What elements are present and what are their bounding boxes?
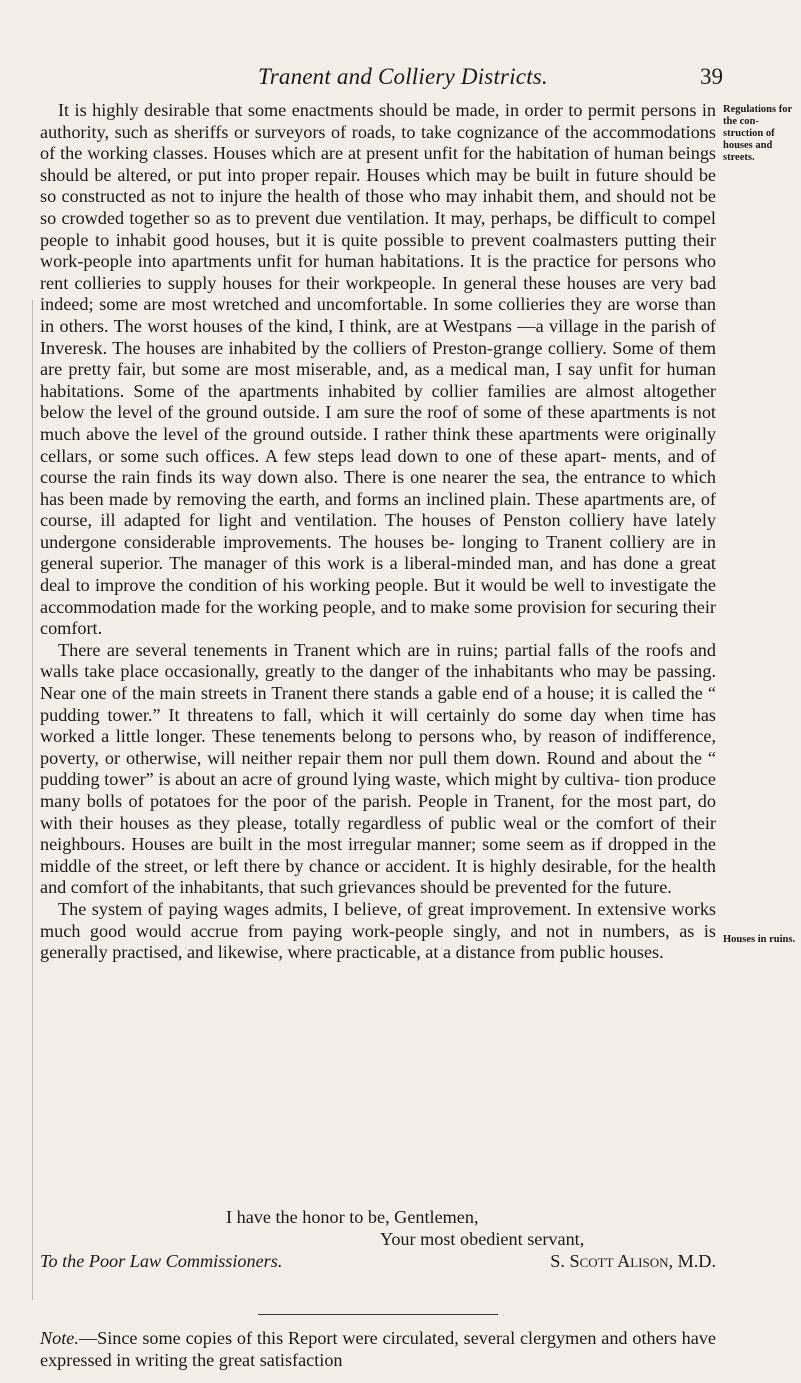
note-text: —Since some copies of this Report were circulated, several clergymen and others have expressed in writing the great satisfaction	[40, 1328, 716, 1370]
closing-servant-line: Your most obedient servant,	[380, 1229, 585, 1249]
paragraph-wages: The system of paying wages admits, I believe, of great improvement. In extensive works much good would accrue from paying work-people singly, and not in numbers, as is generally practised, and likewise, where practicable, at a distance from public houses.	[40, 898, 716, 963]
running-title: Tranent and Colliery Districts.	[258, 64, 548, 89]
paragraph-ruins: There are several tenements in Tranent which are in ruins; partial falls of the roofs and walls take place occasionally, greatly to the danger of the inhabitants who may be passing. Near one of the main streets in Tranent there stands a gable end of a house; it is called the “ pudding tower.” It threatens to fall, which it will certainly do some day when time has worked a little longer. These tenements belong to persons who, by reason of indifference, poverty, or otherwise, will neither repair them nor pull them down. Round and about the “ pudding tower” is about an acre of ground lying waste, which might by cultiva- tion produce many bolls of potatoes for the poor of the parish. People in Tranent, for the most part, do with their houses as they please, totally regardless of public weal or the comfort of their neighbours. Houses are built in the most irregular manner; some seem as if dropped in the middle of the street, or left there by chance or accident. It is highly desirable, for the health and comfort of the inhabitants, that such grievances should be prevented for the future.	[40, 639, 716, 898]
signature: S. Scott Alison, M.D.	[550, 1251, 716, 1271]
note-label: Note.	[40, 1328, 79, 1348]
closing-salutation: I have the honor to be, Gentlemen,	[226, 1207, 479, 1227]
running-head	[0, 64, 801, 94]
addressee: To the Poor Law Commissioners.	[40, 1251, 283, 1271]
sidenote-regulations: Regulations for the con-struction of houses and streets.	[723, 104, 792, 163]
paragraph-regulations: It is highly desirable that some enactments should be made, in order to permit persons in authority, such as sheriffs or surveyors of roads, to take cognizance of the accommodations of the working classes. Houses which are at present unfit for the habitation of human beings should be altered, or put into proper repair. Houses which may be built in future should be so constructed as not to injure the health of those who may inhabit them, and should not be so crowded together so as to prevent due ventilation. It may, perhaps, be difficult to compel people to inhabit good houses, but it is quite possible to prevent coalmasters putting their work-people into apartments unfit for human habitations. It is the practice for persons who rent collieries to supply houses for their workpeople. In general these houses are very bad indeed; some are most wretched and uncomfortable. In some collieries they are worse than in others. The worst houses of the kind, I think, are at Westpans —a village in the parish of Inveresk. The houses are inhabited by the colliers of Preston-grange colliery. Some of them are pretty fair, but some are most miserable, and, as a medical man, I say unfit for human habitations. Some of the apartments inhabited by collier families are almost altogether below the level of the ground outside. I am sure the roof of some of these apartments is not much above the level of the ground outside. I rather think these apartments were originally cellars, or some such offices. A few steps lead down to one of these apart- ments, and of course the rain finds its way down also. There is one nearer the sea, the entrance to which has been made by removing the earth, and forms an inclined plain. These apartments are, of course, ill adapted for light and ventilation. The houses of Penston colliery have lately undergone considerable improvements. The houses be- longing to Tranent colliery are in general superior. The manager of this work is a liberal-minded man, and has done a great deal to improve the condition of his working people. But it would be well to investigate the accommodation made for the working people, and to make some provision for securing their comfort.	[40, 100, 716, 639]
section-rule	[258, 1314, 498, 1315]
sidenote-houses-in-ruins: Houses in ruins.	[723, 934, 796, 945]
footnote	[40, 1328, 716, 1371]
page-number: 39	[700, 64, 723, 89]
body-text	[40, 100, 716, 964]
page-shadow-line	[32, 300, 33, 1300]
signature-line	[40, 1251, 716, 1273]
